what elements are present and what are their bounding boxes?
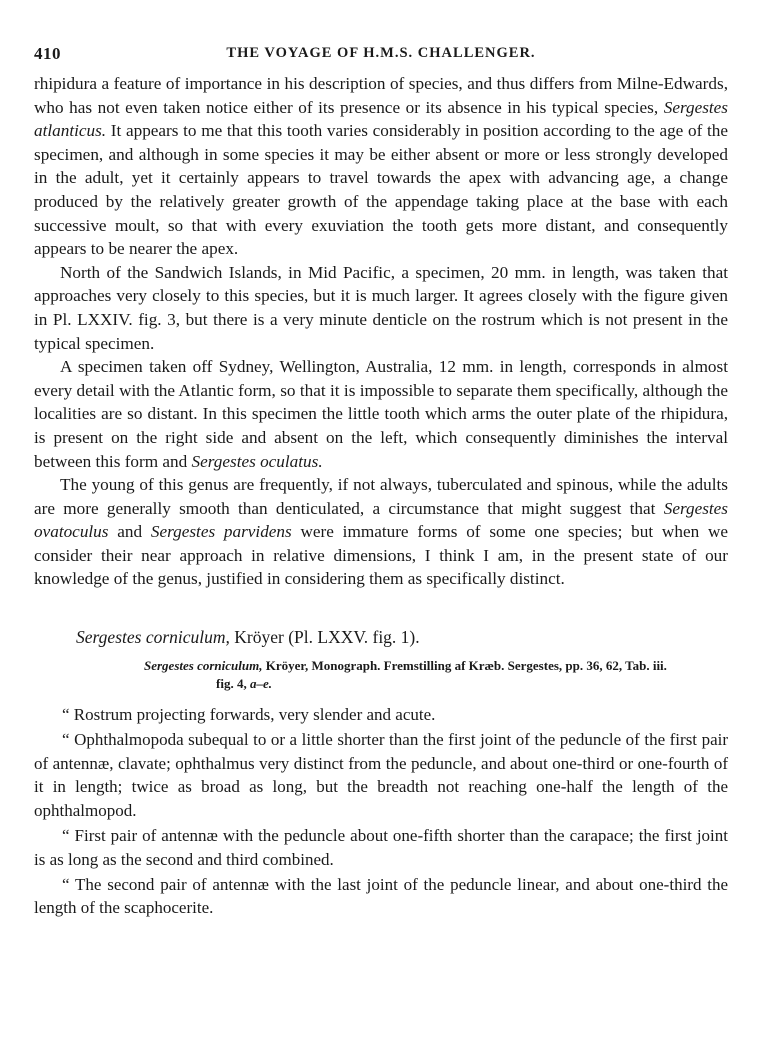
- body-text: [34, 72, 728, 591]
- species-heading-name: Sergestes corniculum,: [76, 627, 230, 648]
- species-heading: [76, 625, 728, 649]
- description-quotes: [34, 703, 728, 920]
- species-name: Sergestes oculatus.: [191, 451, 323, 471]
- quote-second-antennae: “ The second pair of antennæ with the last joint of the peduncle linear, and about one-third the length of the scaphocerite.: [34, 874, 728, 918]
- page-number: 410: [34, 44, 61, 63]
- quote-first-antennae: “ First pair of antennæ with the peduncle about one-fifth shorter than the carapace; the first joint is as long as the second and third combined.: [34, 826, 728, 869]
- paragraph-2: North of the Sandwich Islands, in Mid Pacific, a specimen, 20 mm. in length, was taken that approaches very closely to this species, but it is much larger. It agrees closely with the figure given in Pl. LXXIV. fig. 3, but there is a very minute denticle on the rostrum which is not present in the typical specimen.: [34, 262, 728, 353]
- species-heading-authority: Kröyer (Pl. LXXV. fig. 1).: [229, 627, 420, 648]
- document-page: [34, 44, 728, 920]
- species-name: Sergestes atlanticus.: [34, 97, 728, 141]
- species-name: Sergestes parvidens: [150, 522, 292, 542]
- quote-ophthalmopoda: “ Ophthalmopoda subequal to or a little shorter than the first joint of the peduncle of the first pair of antennæ, clavate; ophthalmus very distinct from the peduncle, and about one-third or one-fourth of it in length; twice as broad as long, but the breadth not reaching one-half the length of the ophthalmopod.: [34, 730, 728, 820]
- running-title: THE VOYAGE OF H.M.S. CHALLENGER.: [226, 45, 536, 61]
- paragraph-3: A specimen taken off Sydney, Wellington, Australia, 12 mm. in length, corresponds in almost every detail with the Atlantic form, so that it is impossible to separate them specifically, although the localities are so distant. In this specimen the little tooth which arms the outer plate of the rhipidura, is present on the right side and absent on the left, which consequently diminishes the interval between this form and Sergestes oculatus.: [34, 357, 728, 471]
- quote-rostrum: “ Rostrum projecting forwards, very slender and acute.: [62, 705, 436, 725]
- citation-species: Sergestes corniculum,: [144, 658, 263, 674]
- paragraph-4: The young of this genus are frequently, if not always, tuberculated and spinous, while the adults are more generally smooth than denticulated, a circumstance that might suggest that Sergestes ovatoculus and Sergestes parvidens were immature forms of some one species; but when we consider their near approach in relative dimensions, I think I am, in the present state of our knowledge of the genus, justified in considering them as specifically distinct.: [34, 475, 728, 589]
- citation-text: Kröyer, Monograph. Fremstilling af Kræb. Sergestes, pp. 36, 62, Tab. iii.: [262, 658, 667, 674]
- synonymy-citation: [144, 657, 728, 693]
- species-name: Sergestes ovatoculus: [34, 498, 728, 542]
- page-header: [34, 44, 728, 72]
- citation-figure: fig. 4, a–e.: [216, 676, 272, 692]
- paragraph-1: rhipidura a feature of importance in his description of species, and thus differs from Milne-Edwards, who has not even taken notice either of its presence or its absence in his typical species, Sergestes atlanticus. It appears to me that this tooth varies considerably in position according to the age of the specimen, and although in some species it may be either absent or more or less strongly developed in the adult, yet it certainly appears to travel towards the apex with advancing age, a change produced by the relatively greater growth of the appendage taking place at the base with each successive moult, so that with every exuviation the tooth gets more distant, and consequently appears to be nearer the apex.: [34, 74, 728, 259]
